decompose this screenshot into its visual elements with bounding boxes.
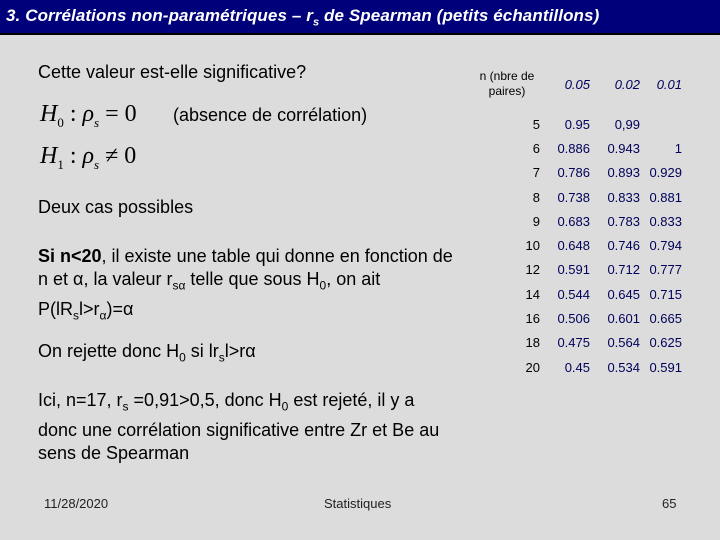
paragraph-conclusion (38, 389, 458, 465)
para1-sub: s (73, 308, 79, 323)
table-row (474, 112, 682, 136)
cell-v2: 0.534 (607, 359, 640, 375)
para1-text: telle que sous H (185, 269, 320, 289)
cell-v3: 0.777 (649, 262, 682, 278)
cell-n: 12 (525, 262, 540, 278)
h1-colon: : (63, 143, 83, 169)
cell-v3: 0.881 (649, 189, 682, 205)
h1-rho: ρ (82, 143, 95, 169)
cell-v3: 0.929 (649, 165, 682, 181)
cell-v2: 0.712 (607, 262, 640, 278)
table-header-row (474, 56, 682, 112)
cell-v1: 0.95 (564, 116, 590, 132)
h0-note: (absence de corrélation) (173, 105, 368, 125)
title-subscript: s (312, 16, 320, 29)
footer-page-number: 65 (662, 496, 677, 511)
cell-v3: 0.665 (649, 311, 682, 327)
cell-v1: 0.886 (557, 140, 590, 156)
para1-sub: sα (172, 278, 186, 293)
h0-index: 0 (57, 114, 64, 130)
cell-v3: 0.794 (649, 238, 682, 254)
para2-text: si lr (185, 341, 219, 361)
h0-relation: = 0 (99, 101, 137, 127)
para1-sub: α (99, 308, 107, 323)
cell-v1: 0.648 (557, 238, 590, 254)
cell-n: 18 (525, 335, 540, 351)
question-text: Cette valeur est-elle significative? (38, 62, 307, 82)
cell-v3: 0.625 (649, 335, 682, 351)
para1-text: )=α (106, 298, 134, 319)
para3-text: Ici, n=17, r (38, 390, 123, 410)
paragraph-rejection-rule (38, 340, 458, 370)
para1-text: , la valeur r (83, 269, 173, 289)
table-row (474, 258, 682, 282)
hypothesis-h1 (40, 143, 136, 173)
header-alpha-002: 0.02 (614, 76, 640, 92)
paragraph-table-explanation (38, 245, 458, 327)
cell-v2: 0.833 (607, 189, 640, 205)
cell-n: 9 (532, 213, 540, 229)
cell-v2: 0.893 (607, 165, 640, 181)
table-row (474, 282, 682, 306)
table-row (474, 161, 682, 185)
cell-v3: 0.715 (649, 286, 682, 302)
cell-v1: 0.738 (557, 189, 590, 205)
cell-n: 16 (525, 311, 540, 327)
footer-center: Statistiques (324, 496, 392, 511)
cases-text: Deux cas possibles (38, 197, 194, 217)
cell-v2: 0.601 (607, 311, 640, 327)
cell-v1: 0.475 (557, 335, 590, 351)
cell-v1: 0.591 (557, 262, 590, 278)
h1-relation: ≠ 0 (99, 143, 137, 169)
h0-rho-sub: s (94, 114, 100, 130)
h0-colon: : (63, 101, 83, 127)
table-row (474, 331, 682, 355)
para2-sub: 0 (179, 350, 186, 365)
h0-rho: ρ (82, 101, 95, 127)
para3-sub: 0 (281, 399, 289, 414)
cell-v3: 1 (674, 140, 682, 156)
para3-text: =0,91>0,5, donc H (128, 390, 282, 410)
title-text: 3. Corrélations non-paramétriques – r (6, 6, 313, 25)
cell-v1: 0.45 (564, 359, 590, 375)
condition-bold: Si n<20 (38, 246, 102, 266)
cell-v3 (640, 112, 682, 136)
cell-n: 20 (525, 359, 540, 375)
header-alpha-001: 0.01 (656, 76, 682, 92)
slide-title (6, 6, 599, 28)
cell-v3: 0.833 (649, 213, 682, 229)
para1-text: , il existe une table qui donne en fonction de n et (38, 246, 453, 289)
cell-v2: 0.564 (607, 335, 640, 351)
table-row (474, 185, 682, 209)
cell-v2: 0.943 (607, 140, 640, 156)
cell-v2: 0.783 (607, 213, 640, 229)
cell-v1: 0.786 (557, 165, 590, 181)
header-n: n (nbre de paires) (479, 69, 535, 98)
para2-sub: s (218, 350, 225, 365)
cell-n: 7 (532, 165, 540, 181)
table-row (474, 136, 682, 160)
h0-symbol: H (40, 101, 58, 127)
table-row (474, 209, 682, 233)
table-row (474, 306, 682, 330)
para1-text: , on ait P(lR (38, 269, 381, 319)
title-bar (0, 0, 720, 35)
cell-n: 8 (532, 189, 540, 205)
para3-sub: s (122, 399, 129, 414)
spearman-critical-values-table (474, 56, 682, 379)
cell-v3: 0.591 (649, 359, 682, 375)
title-text-end: de Spearman (petits échantillons) (319, 6, 600, 25)
cell-n: 14 (525, 286, 540, 302)
cell-v2: 0,99 (614, 116, 640, 132)
cell-n: 6 (532, 140, 540, 156)
para3-text: est rejeté, il y a donc une corrélation significative entre Zr et Be au sens de Spearman (38, 390, 440, 463)
cell-v2: 0.645 (607, 286, 640, 302)
cell-n: 5 (532, 116, 540, 132)
para2-text: On rejette donc H (38, 341, 180, 361)
para1-text: l>r (79, 298, 100, 319)
h1-index: 1 (57, 156, 64, 172)
cell-v2: 0.746 (607, 238, 640, 254)
cell-v1: 0.506 (557, 311, 590, 327)
table-row (474, 233, 682, 257)
footer-date: 11/28/2020 (44, 496, 109, 511)
table-row (474, 355, 682, 379)
cell-n: 10 (525, 238, 540, 254)
hypothesis-h0 (40, 101, 137, 131)
para1-sub: 0 (319, 278, 327, 293)
cell-v1: 0.683 (557, 213, 590, 229)
header-alpha-005: 0.05 (564, 76, 590, 92)
alpha-symbol: α (73, 269, 84, 289)
h1-symbol: H (40, 143, 58, 169)
para2-text: l>rα (224, 341, 256, 361)
h1-rho-sub: s (94, 156, 100, 172)
cell-v1: 0.544 (557, 286, 590, 302)
